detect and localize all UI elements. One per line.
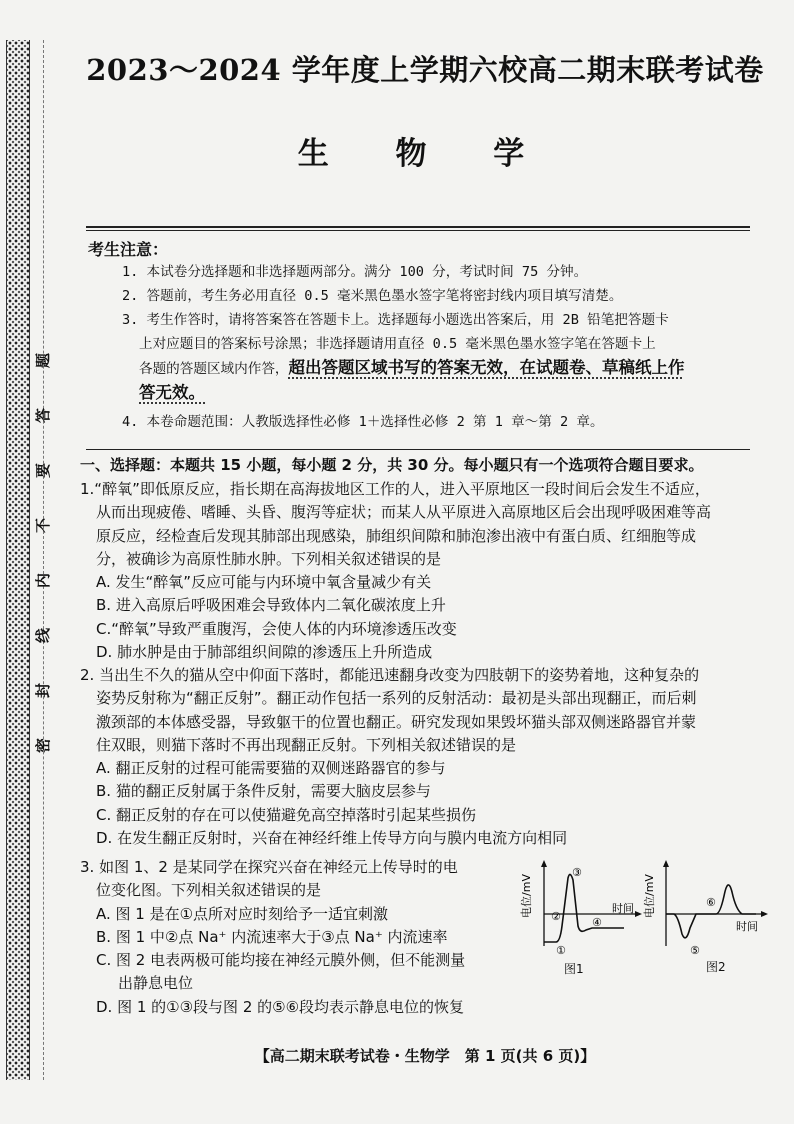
question-1 <box>80 478 770 664</box>
option-d: D. 在发生翻正反射时，兴奋在神经纤维上传导方向与膜内电流方向相同 <box>96 829 568 848</box>
seal-char: 不 <box>34 517 53 534</box>
fig2-y-arrow <box>663 860 669 867</box>
fig1-ylabel: 电位/mV <box>520 874 533 918</box>
option-c: C. 图 2 电表两极可能均接在神经元膜外侧，但不能测量 <box>96 951 466 970</box>
question-line: 住双眼，则猫下落时不再出现翻正反射。下列相关叙述错误的是 <box>96 735 517 754</box>
notice-item: 4. 本卷命题范围：人教版选择性必修 1＋选择性必修 2 第 1 章～第 2 章。 <box>122 414 604 430</box>
option-a: A. 翻正反射的过程可能需要猫的双侧迷路器官的参与 <box>96 759 446 778</box>
notice-item: 1. 本试卷分选择题和非选择题两部分。满分 100 分，考试时间 75 分钟。 <box>122 264 588 280</box>
question-line: 姿势反射称为“翻正反射”。翻正动作包括一系列的反射活动：最初是头部出现翻正，而后刺 <box>96 689 697 708</box>
option-c: C.“醉氧”导致严重腹泻，会使人体的内环境渗透压改变 <box>96 619 457 638</box>
notice-item <box>122 356 762 381</box>
exam-title: 2023～2024 学年度上学期六校高二期末联考试卷 <box>86 53 764 87</box>
question-line: 原反应，经检查后发现其肺部出现感染，肺组织间隙和肺泡渗出液中有蛋白质、红细胞等成 <box>96 526 697 545</box>
option-b: B. 进入高原后呼吸困难会导致体内二氧化碳浓度上升 <box>96 596 446 615</box>
fig1-point-1: ① <box>556 944 566 957</box>
question-line: 2. 当出生不久的猫从空中仰面下落时，都能迅速翻身改变为四肢朝下的姿势着地，这种复杂的 <box>80 666 700 684</box>
potential-figures <box>520 856 770 976</box>
notice-top-rule-thin <box>86 230 750 231</box>
fig1-point-4: ④ <box>592 916 602 929</box>
fig2-x-arrow <box>761 911 768 917</box>
notice-emphasis: 超出答题区域书写的答案无效，在试题卷、草稿纸上作 <box>288 358 685 377</box>
option-c-cont: 出静息电位 <box>118 974 194 993</box>
question-line: 位变化图。下列相关叙述错误的是 <box>96 881 322 900</box>
subject-title: 生 物 学 <box>297 136 553 172</box>
option-a: A. 图 1 是在①点所对应时刻给予一适宜刺激 <box>96 904 389 923</box>
fig2-caption: 图2 <box>706 960 726 974</box>
notice-item: 3. 考生作答时，请将答案答在答题卡上。选择题每小题选出答案后，用 2B 铅笔把答题卡 <box>122 312 669 328</box>
fig2-ylabel: 电位/mV <box>643 874 656 918</box>
notice-top-rule <box>86 226 750 228</box>
notice-item-part: 各题的答题区域内作答， <box>139 361 289 377</box>
fig1-xlabel: 时间 <box>612 902 634 915</box>
notice-item: 上对应题目的答案标号涂黑；非选择题请用直径 0.5 毫米黑色墨水签字笔在答题卡上 <box>139 336 656 352</box>
seal-warning-text <box>33 350 53 756</box>
notice-list <box>122 260 762 434</box>
seal-char: 答 <box>34 407 53 424</box>
seal-char: 题 <box>34 352 53 369</box>
seal-char: 线 <box>34 627 53 644</box>
option-c: C. 翻正反射的存在可以使猫避免高空掉落时引起某些损伤 <box>96 805 477 824</box>
seal-char: 密 <box>34 737 53 754</box>
seal-char: 要 <box>34 462 53 479</box>
fig1-point-2: ② <box>551 910 561 923</box>
seal-char: 内 <box>34 572 53 589</box>
option-a: A. 发生“醉氧”反应可能与内环境中氧含量减少有关 <box>96 573 432 592</box>
question-line: 从而出现疲倦、嗜睡、头昏、腹泻等症状；而某人从平原进入高原地区后会出现呼吸困难等高 <box>96 503 712 522</box>
question-line: 激颈部的本体感受器，导致躯干的位置也翻正。研究发现如果毁坏猫头部双侧迷路器官并蒙 <box>96 712 697 731</box>
fig2-point-6: ⑥ <box>706 896 716 909</box>
question-line: 1.“醉氧”即低原反应，指长期在高海拔地区工作的人，进入平原地区一段时间后会发生不适应， <box>80 480 710 498</box>
notice-emphasis: 答无效。 <box>139 383 205 402</box>
seal-char: 封 <box>34 682 53 699</box>
notice-item: 2. 答题前，考生务必用直径 0.5 毫米黑色墨水签字笔将密封线内项目填写清楚。 <box>122 288 623 304</box>
question-line: 3. 如图 1、2 是某同学在探究兴奋在神经元上传导时的电 <box>80 858 458 876</box>
fig1-point-3: ③ <box>572 866 582 879</box>
option-b: B. 猫的翻正反射属于条件反射，需要大脑皮层参与 <box>96 782 431 801</box>
option-d: D. 图 1 的①③段与图 2 的⑤⑥段均表示静息电位的恢复 <box>96 997 465 1016</box>
section-heading: 一、选择题：本题共 15 小题，每小题 2 分，共 30 分。每小题只有一个选项符合题目要求。 <box>80 456 704 474</box>
page-footer: 【高二期末联考试卷・生物学 第 1 页(共 6 页)】 <box>254 1047 596 1065</box>
fig1-caption: 图1 <box>564 962 584 976</box>
question-line: 分，被确诊为高原性肺水肿。下列相关叙述错误的是 <box>96 549 442 568</box>
option-d: D. 肺水肿是由于肺部组织间隙的渗透压上升所造成 <box>96 643 433 662</box>
notice-heading: 考生注意： <box>88 240 169 259</box>
fig2-point-5: ⑤ <box>690 944 700 957</box>
notice-item <box>122 381 762 406</box>
fig1-x-arrow <box>635 911 642 917</box>
question-3 <box>80 856 520 1019</box>
fig2-xlabel: 时间 <box>736 920 758 933</box>
question-2 <box>80 664 770 850</box>
option-b: B. 图 1 中②点 Na⁺ 内流速率大于③点 Na⁺ 内流速率 <box>96 927 448 946</box>
fig1-y-arrow <box>541 860 547 867</box>
notice-bottom-rule <box>86 449 750 450</box>
figures-svg <box>520 856 770 976</box>
seal-border-strip <box>6 40 30 1080</box>
